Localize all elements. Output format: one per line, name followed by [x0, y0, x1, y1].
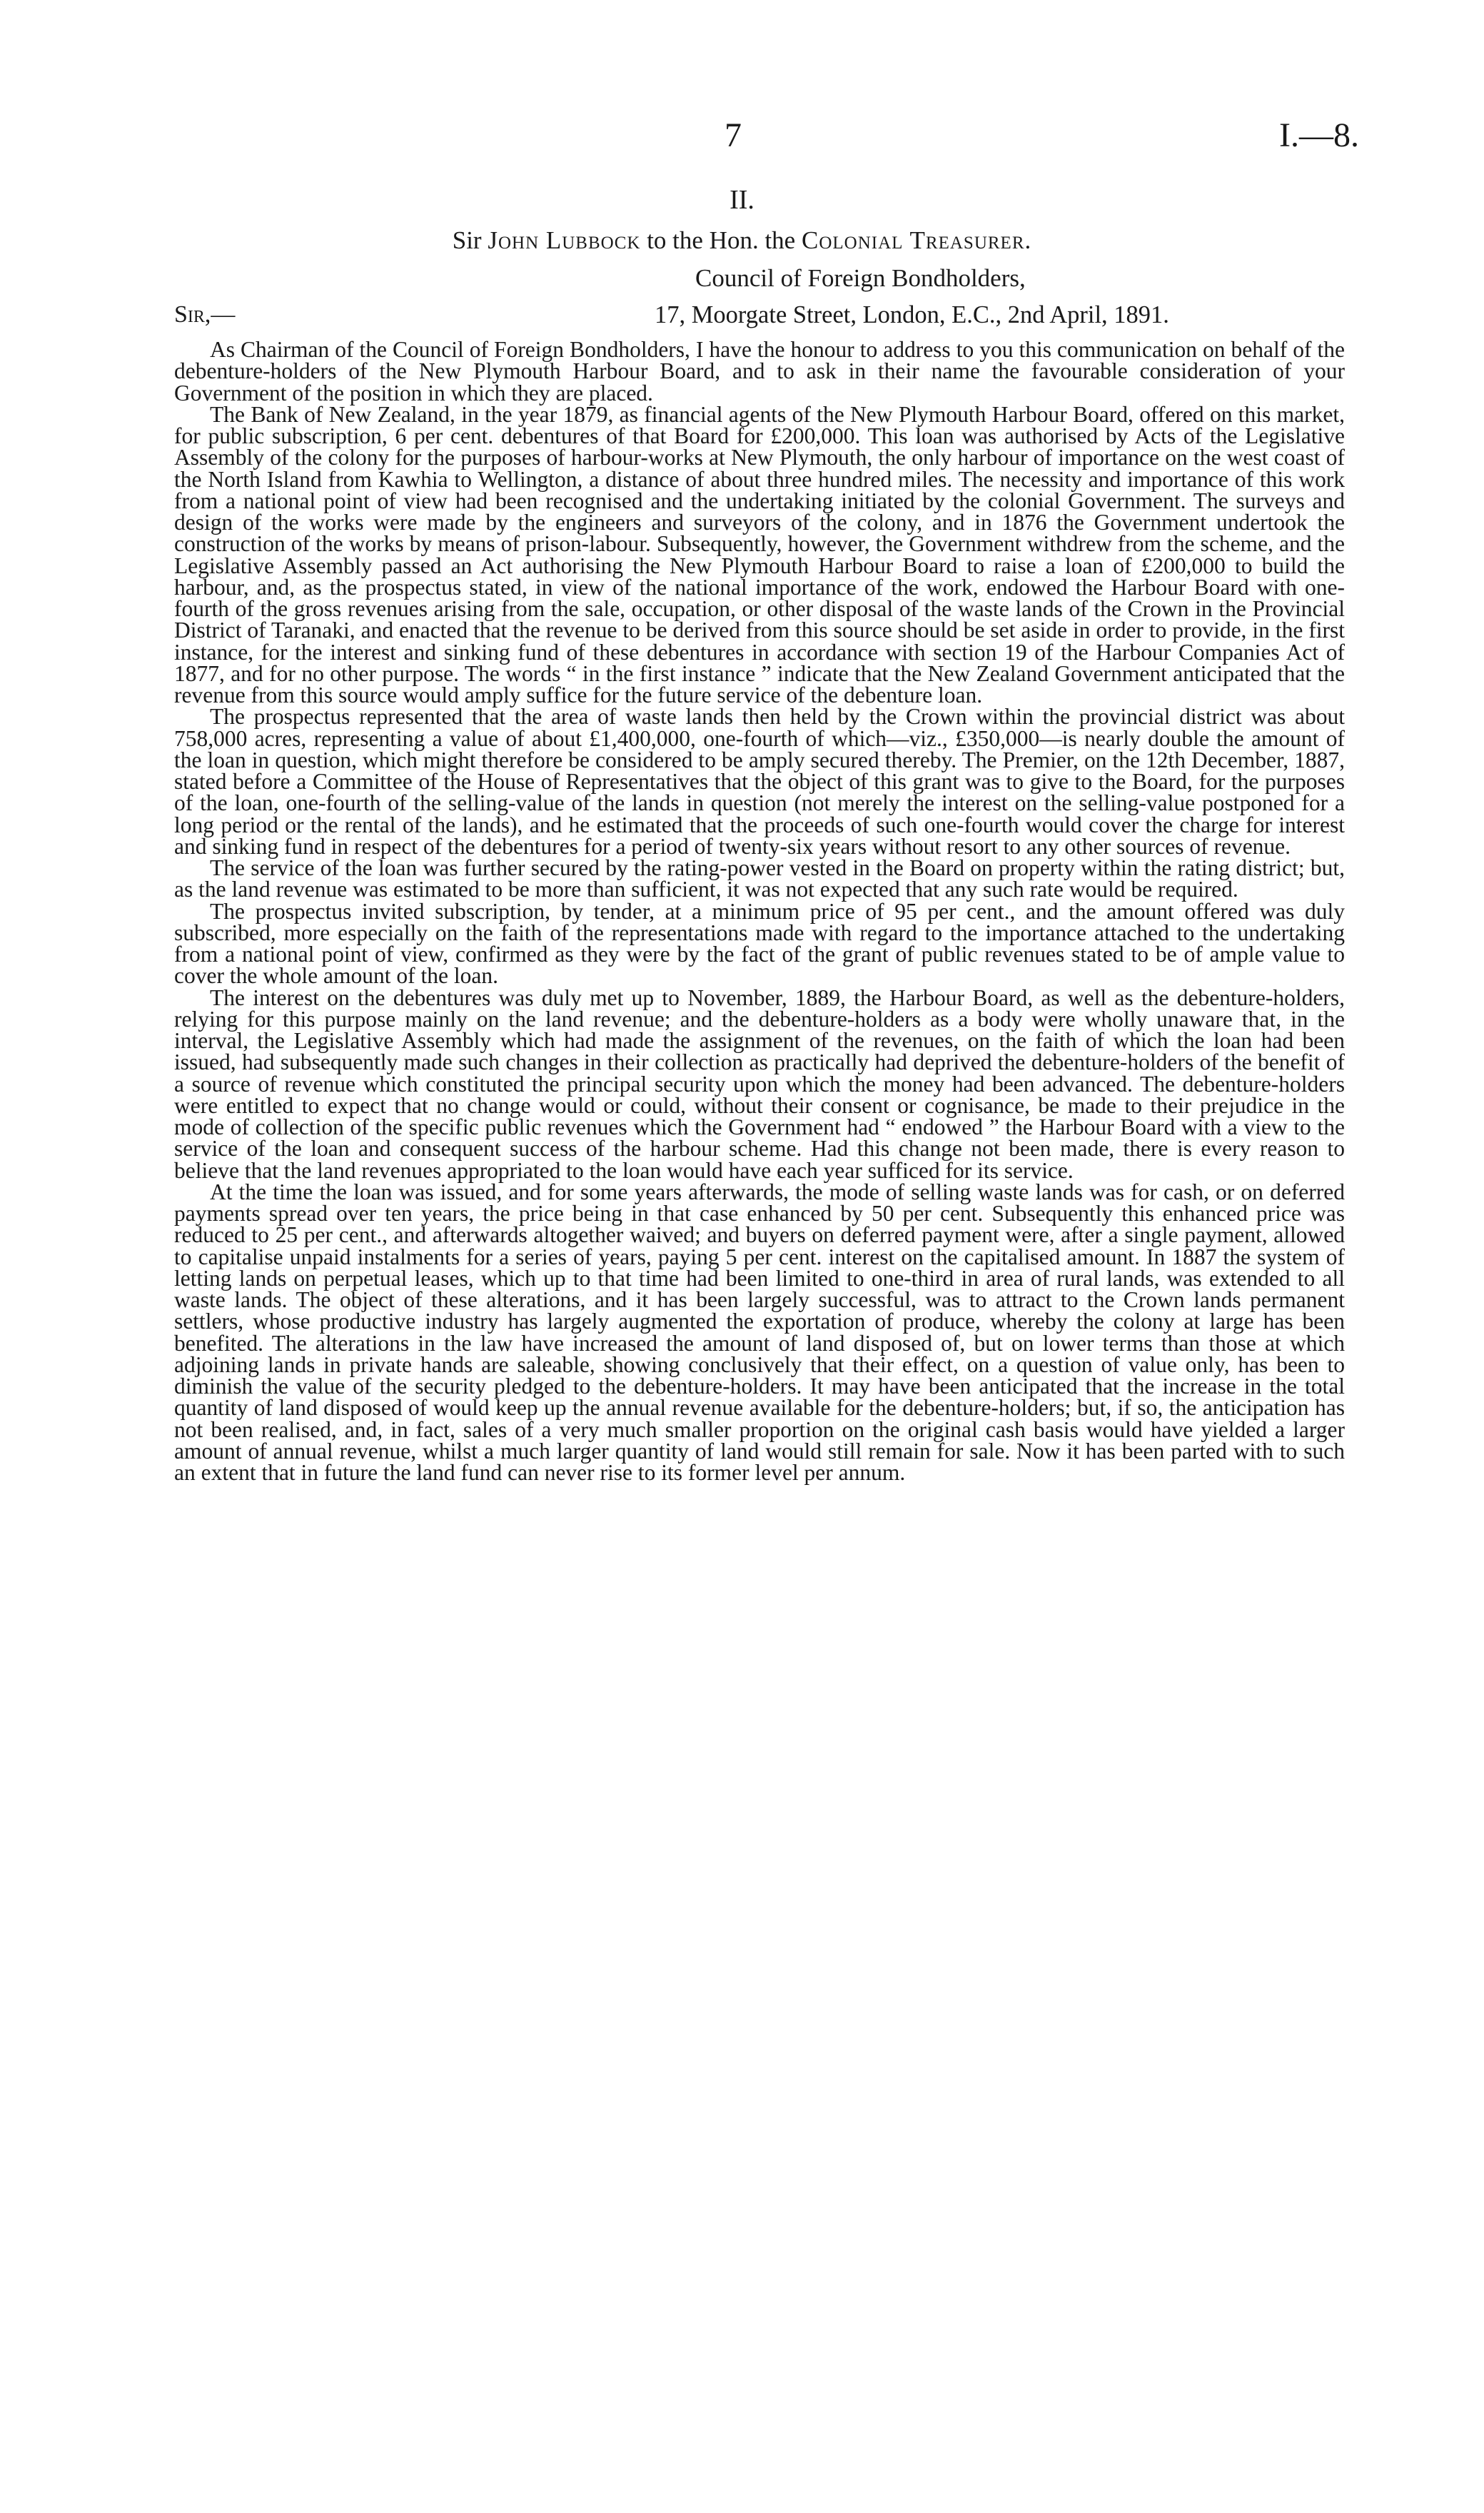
- paragraph-5: The prospectus invited subscription, by tender, at a minimum price of 95 per cent., and the amount offered was duly subscribed, more especially on the faith of the representations made with regard to the importance attached to the undertaking from a national point of view, confirmed as they were by the fact of the grant of public revenues stated to be of ample value to cover the whole amount of the loan.: [174, 898, 1345, 989]
- paragraph-3: The prospectus represented that the area of waste lands then held by the Crown within the provincial district was about 758,000 acres, representing a value of about £1,400,000, one-fourth of which—viz., £350,000—is nearly double the amount of the loan in question, which might therefore be considered to be amply secured thereby. The Premier, on the 12th December, 1887, stated before a Committee of the House of Representatives that the object of this grant was to give to the Board, for the purposes of the loan, one-fourth of the selling-value of the lands in question (not merely the interest on the selling-value postponed for a long period or the rental of the lands), and he estimated that the proceeds of such one-fourth would cover the charge for interest and sinking fund in respect of the debentures for a period of twenty-six years without resort to any other sources of revenue.: [174, 704, 1345, 859]
- paragraph-2: The Bank of New Zealand, in the year 1879, as financial agents of the New Plymouth Harbour Board, offered on this market, for public subscription, 6 per cent. debentures of that Board for £200,000. This loan was authorised by Acts of the Legislative Assembly of the colony for the purposes of harbour-works at New Plymouth, the only harbour of importance on the west coast of the North Island from Kawhia to Wellington, a distance of about three hundred miles. The necessity and importance of this work from a national point of view had been recognised and the undertaking initiated by the colonial Government. The surveys and design of the works were made by the engineers and surveyors of the colony, and in 1876 the Government undertook the construction of the works by means of prison-labour. Subsequently, however, the Government withdrew from the scheme, and the Legislative Assembly passed an Act authorising the New Plymouth Harbour Board to raise a loan of £200,000 to build the harbour, and, as the prospectus stated, in view of the national importance of the work, endowed the Harbour Board with one-fourth of the gross revenues arising from the sale, occupation, or other disposal of the waste lands of the Crown in the Provincial District of Taranaki, and enacted that the revenue to be derived from this source should be set aside in order to provide, in the first instance, for the interest and sinking fund of these debentures in accordance with section 19 of the Harbour Companies Act of 1877, and for no other purpose. The words “ in the first instance ” indicate that the New Zealand Government anticipated that the revenue from this source would amply suffice for the future service of the debenture loan.: [174, 401, 1345, 707]
- title-to-name: Colonial Treasurer.: [801, 226, 1032, 254]
- title-connector: to the Hon. the: [647, 226, 796, 254]
- council-name: Council of Foreign Bondholders,: [695, 264, 1026, 292]
- letter-body: [174, 339, 1345, 1484]
- letter-title: [0, 226, 1484, 255]
- salutation: Sir,—: [174, 301, 236, 328]
- paragraph-4: The service of the loan was further secured by the rating-power vested in the Board on property within the rating district; but, as the land revenue was estimated to be more than sufficient, it was not expected that any such rate would be required.: [174, 855, 1345, 902]
- paragraph-7: At the time the loan was issued, and for some years afterwards, the mode of selling waste lands was for cash, or on deferred payments spread over ten years, the price being in that case enhanced by 50 per cent. Subsequently this enhanced price was reduced to 25 per cent., and afterwards altogether waived; and buyers on deferred payment were, after a single payment, allowed to capitalise unpaid instalments for a series of years, paying 5 per cent. interest on the capitalised amount. In 1887 the system of letting lands on perpetual leases, which up to that time had been limited to one-third in area of rural lands, was extended to all waste lands. The object of these alterations, and it has been largely successful, was to attract to the Crown lands permanent settlers, whose productive industry has largely augmented the exportation of produce, whereby the colony at large has been benefited. The alterations in the law have increased the amount of land disposed of, but on lower terms than those at which adjoining lands in private hands are saleable, showing conclusively that their effect, on a question of value only, has been to diminish the value of the security pledged to the debenture-holders. It may have been anticipated that the increase in the total quantity of land disposed of would keep up the annual revenue available for the debenture-holders; but, if so, the anticipation has not been realised, and, in fact, sales of a very much smaller proportion on the original cash basis would have yielded a larger amount of annual revenue, whilst a much larger quantity of land would still remain for sale. Now it has been parted with to such an extent that in future the land fund can never rise to its former level per annum.: [174, 1179, 1345, 1485]
- address-date: 17, Moorgate Street, London, E.C., 2nd April, 1891.: [655, 301, 1169, 328]
- document-reference: I.—8.: [1279, 116, 1359, 154]
- title-from-prefix: Sir: [452, 226, 482, 254]
- paragraph-1: As Chairman of the Council of Foreign Bondholders, I have the honour to address to you this communication on behalf of the debenture-holders of the New Plymouth Harbour Board, and to ask in their name the favourable consideration of your Government of the position in which they are placed.: [174, 337, 1345, 406]
- page-number: 7: [725, 116, 742, 154]
- section-number: II.: [730, 185, 754, 215]
- title-from-name: John Lubbock: [488, 226, 641, 254]
- paragraph-6: The interest on the debentures was duly met up to November, 1889, the Harbour Board, as well as the debenture-holders, relying for this purpose mainly on the land revenue; and the debenture-holders as a body were wholly unaware that, in the interval, the Legislative Assembly which had made the assignment of the revenues, on the faith of which the loan had been issued, had subsequently made such changes in their collection as practically had deprived the debenture-holders of the benefit of a source of revenue which constituted the principal security upon which the money had been advanced. The debenture-holders were entitled to expect that no change would or could, without their consent or cognisance, be made to their prejudice in the mode of collection of the specific public revenues which the Government had “ endowed ” the Harbour Board with a view to the service of the loan and consequent success of the harbour scheme. Had this change not been made, there is every reason to believe that the land revenues appropriated to the loan would have each year sufficed for its service.: [174, 984, 1345, 1183]
